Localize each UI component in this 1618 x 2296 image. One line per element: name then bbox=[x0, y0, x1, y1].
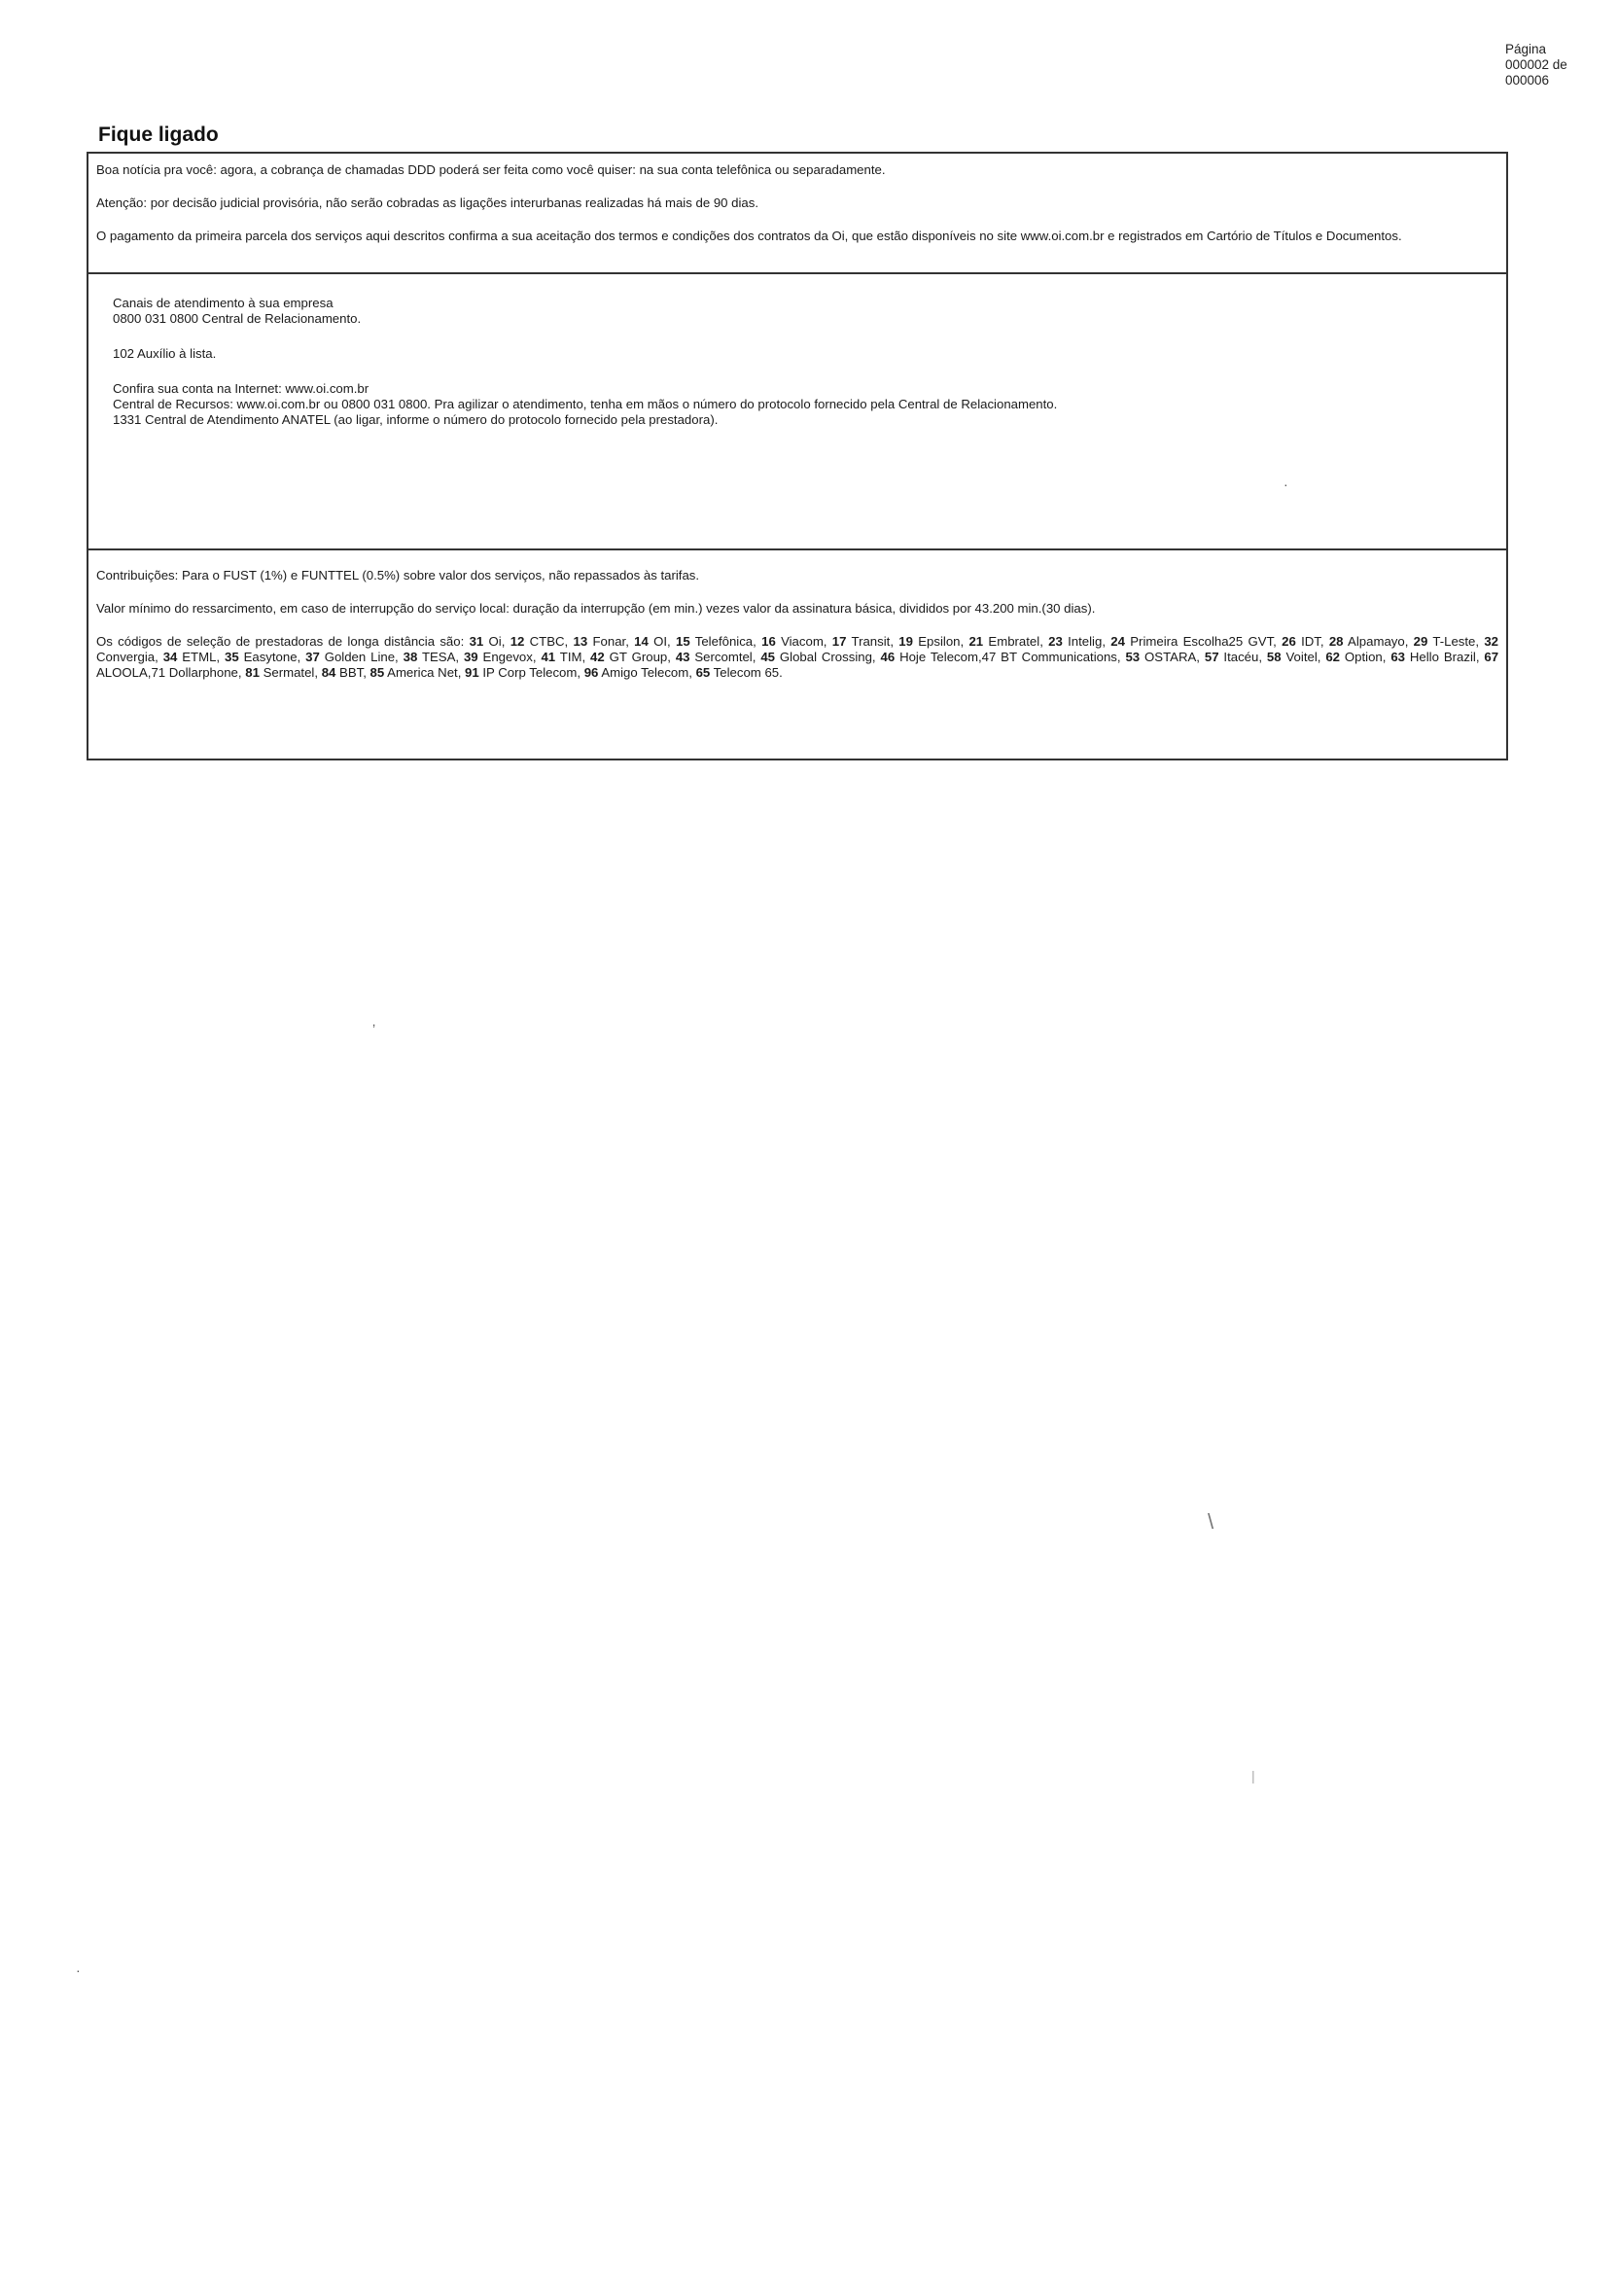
carrier-name: TESA, bbox=[417, 650, 460, 664]
news-section bbox=[88, 154, 1506, 274]
carrier-code: 29 bbox=[1413, 634, 1428, 649]
carrier-name: Sercomtel, bbox=[689, 650, 756, 664]
carrier-name: Oi, bbox=[483, 634, 506, 649]
carrier-code: 91 bbox=[465, 665, 479, 680]
carrier-code: 41 bbox=[541, 650, 556, 664]
carrier-code: 65 bbox=[695, 665, 711, 680]
carrier-name: Transit, bbox=[846, 634, 894, 649]
carrier-code: 43 bbox=[675, 650, 690, 664]
carrier-name: Engevox, bbox=[477, 650, 537, 664]
reimbursement-text: Valor mínimo do ressarcimento, em caso de interrupção do serviço local: duração da interrupção (em min.) vezes valor da assinatura básica, divididos por 43.200 min.(30 dias). bbox=[96, 601, 1096, 616]
carrier-name: Telefônica, bbox=[689, 634, 756, 649]
central-recursos: Central de Recursos: www.oi.com.br ou 0800 031 0800. Pra agilizar o atendimento, tenha em mãos o número do protocolo fornecido pela Central de Relacionamento. bbox=[113, 397, 1058, 411]
carrier-code: 34 bbox=[162, 650, 178, 664]
support-channels-section bbox=[88, 274, 1506, 550]
carrier-code: 57 bbox=[1204, 650, 1219, 664]
carrier-name: GT Group, bbox=[604, 650, 671, 664]
carrier-code: 15 bbox=[676, 634, 690, 649]
carrier-code: 14 bbox=[634, 634, 649, 649]
carrier-code: 46 bbox=[880, 650, 896, 664]
page-number bbox=[1505, 42, 1567, 88]
carrier-name: Fonar, bbox=[587, 634, 629, 649]
carrier-codes-text bbox=[96, 634, 1498, 681]
scan-mark: · bbox=[76, 1962, 81, 1978]
carrier-code: 31 bbox=[469, 634, 484, 649]
carrier-name: Epsilon, bbox=[912, 634, 965, 649]
carrier-code: 13 bbox=[573, 634, 588, 649]
carrier-code: 12 bbox=[510, 634, 525, 649]
carrier-name: Hello Brazil, bbox=[1405, 650, 1480, 664]
carrier-code: 35 bbox=[225, 650, 239, 664]
carrier-code: 58 bbox=[1266, 650, 1282, 664]
carrier-name: Amigo Telecom, bbox=[598, 665, 692, 680]
carrier-name: Easytone, bbox=[238, 650, 301, 664]
page-number-total: 000006 bbox=[1505, 73, 1550, 88]
carrier-name: IDT, bbox=[1295, 634, 1324, 649]
carrier-code: 62 bbox=[1325, 650, 1340, 664]
carrier-name: T-Leste, bbox=[1427, 634, 1480, 649]
carrier-code: 24 bbox=[1110, 634, 1125, 649]
carrier-code: 85 bbox=[369, 665, 385, 680]
carrier-name: Golden Line, bbox=[319, 650, 399, 664]
anatel-info: 1331 Central de Atendimento ANATEL (ao ligar, informe o número do protocolo fornecido pela prestadora). bbox=[113, 412, 719, 427]
carrier-name: Sermatel, bbox=[259, 665, 319, 680]
scan-mark: \ bbox=[1208, 1509, 1214, 1534]
carrier-code: 32 bbox=[1484, 634, 1499, 649]
carrier-code: 63 bbox=[1390, 650, 1405, 664]
scan-mark: | bbox=[1251, 1768, 1255, 1784]
carrier-name: Primeira Escolha25 GVT, bbox=[1124, 634, 1277, 649]
carrier-code: 84 bbox=[321, 665, 336, 680]
carrier-name: ETML, bbox=[177, 650, 221, 664]
carrier-name: Viacom, bbox=[775, 634, 827, 649]
judicial-notice: Atenção: por decisão judicial provisória, não serão cobradas as ligações interurbanas realizadas há mais de 90 dias. bbox=[96, 195, 759, 210]
carrier-code: 42 bbox=[590, 650, 605, 664]
carrier-name: Voitel, bbox=[1281, 650, 1321, 664]
carrier-name: Hoje Telecom,47 BT Communications, bbox=[895, 650, 1121, 664]
carrier-name: Itacéu, bbox=[1218, 650, 1263, 664]
scan-mark: · bbox=[1284, 477, 1288, 492]
page-number-label: Página bbox=[1505, 42, 1547, 56]
channels-title: Canais de atendimento à sua empresa bbox=[113, 296, 334, 310]
scan-mark: ’ bbox=[372, 1021, 376, 1037]
contract-terms-notice: O pagamento da primeira parcela dos serviços aqui descritos confirma a sua aceitação dos termos e condições dos contratos da Oi, que estão disponíveis no site www.oi.com.br e registrados em Cartório de Títulos e Documentos. bbox=[96, 229, 1402, 243]
carrier-name: IP Corp Telecom, bbox=[478, 665, 581, 680]
carrier-code: 39 bbox=[463, 650, 478, 664]
page-title: Fique ligado bbox=[98, 124, 219, 146]
carrier-code: 38 bbox=[403, 650, 418, 664]
carrier-code: 23 bbox=[1048, 634, 1063, 649]
ddd-billing-notice: Boa notícia pra você: agora, a cobrança de chamadas DDD poderá ser feita como você quiser: na sua conta telefônica ou separadamente. bbox=[96, 162, 886, 177]
carrier-name: BBT, bbox=[335, 665, 367, 680]
carrier-name: Embratel, bbox=[983, 634, 1043, 649]
carrier-code: 37 bbox=[305, 650, 320, 664]
carrier-code: 19 bbox=[898, 634, 913, 649]
carrier-name: Telecom 65. bbox=[710, 665, 783, 680]
carrier-name: TIM, bbox=[555, 650, 586, 664]
carrier-name: Option, bbox=[1340, 650, 1387, 664]
auxilio-lista: 102 Auxílio à lista. bbox=[113, 346, 217, 361]
carrier-code: 81 bbox=[245, 665, 260, 680]
carrier-name: America Net, bbox=[384, 665, 462, 680]
carrier-name: OSTARA, bbox=[1140, 650, 1200, 664]
carrier-codes-intro: Os códigos de seleção de prestadoras de longa distância são: bbox=[96, 634, 465, 649]
carrier-name: ALOOLA,71 Dollarphone, bbox=[96, 665, 242, 680]
carrier-code: 53 bbox=[1125, 650, 1141, 664]
regulatory-section bbox=[88, 550, 1506, 759]
channels-phone: 0800 031 0800 Central de Relacionamento. bbox=[113, 311, 362, 326]
carrier-name: CTBC, bbox=[524, 634, 569, 649]
carrier-code: 21 bbox=[968, 634, 984, 649]
carrier-name: Alpamayo, bbox=[1343, 634, 1409, 649]
carrier-code: 28 bbox=[1328, 634, 1344, 649]
page-number-current: 000002 de bbox=[1505, 57, 1567, 72]
contributions-text: Contribuições: Para o FUST (1%) e FUNTTEL (0.5%) sobre valor dos serviços, não repassados às tarifas. bbox=[96, 568, 700, 583]
carrier-name: Convergia, bbox=[96, 650, 158, 664]
carrier-code: 17 bbox=[831, 634, 847, 649]
internet-link: Confira sua conta na Internet: www.oi.com.br bbox=[113, 381, 369, 396]
carrier-name: Global Crossing, bbox=[774, 650, 876, 664]
carrier-code: 67 bbox=[1484, 650, 1499, 664]
carrier-name: Intelig, bbox=[1062, 634, 1106, 649]
carrier-code: 45 bbox=[760, 650, 775, 664]
carrier-code: 16 bbox=[761, 634, 776, 649]
info-box bbox=[87, 152, 1508, 760]
carrier-name: OI, bbox=[648, 634, 671, 649]
carrier-code: 26 bbox=[1282, 634, 1296, 649]
carrier-code: 96 bbox=[583, 665, 599, 680]
